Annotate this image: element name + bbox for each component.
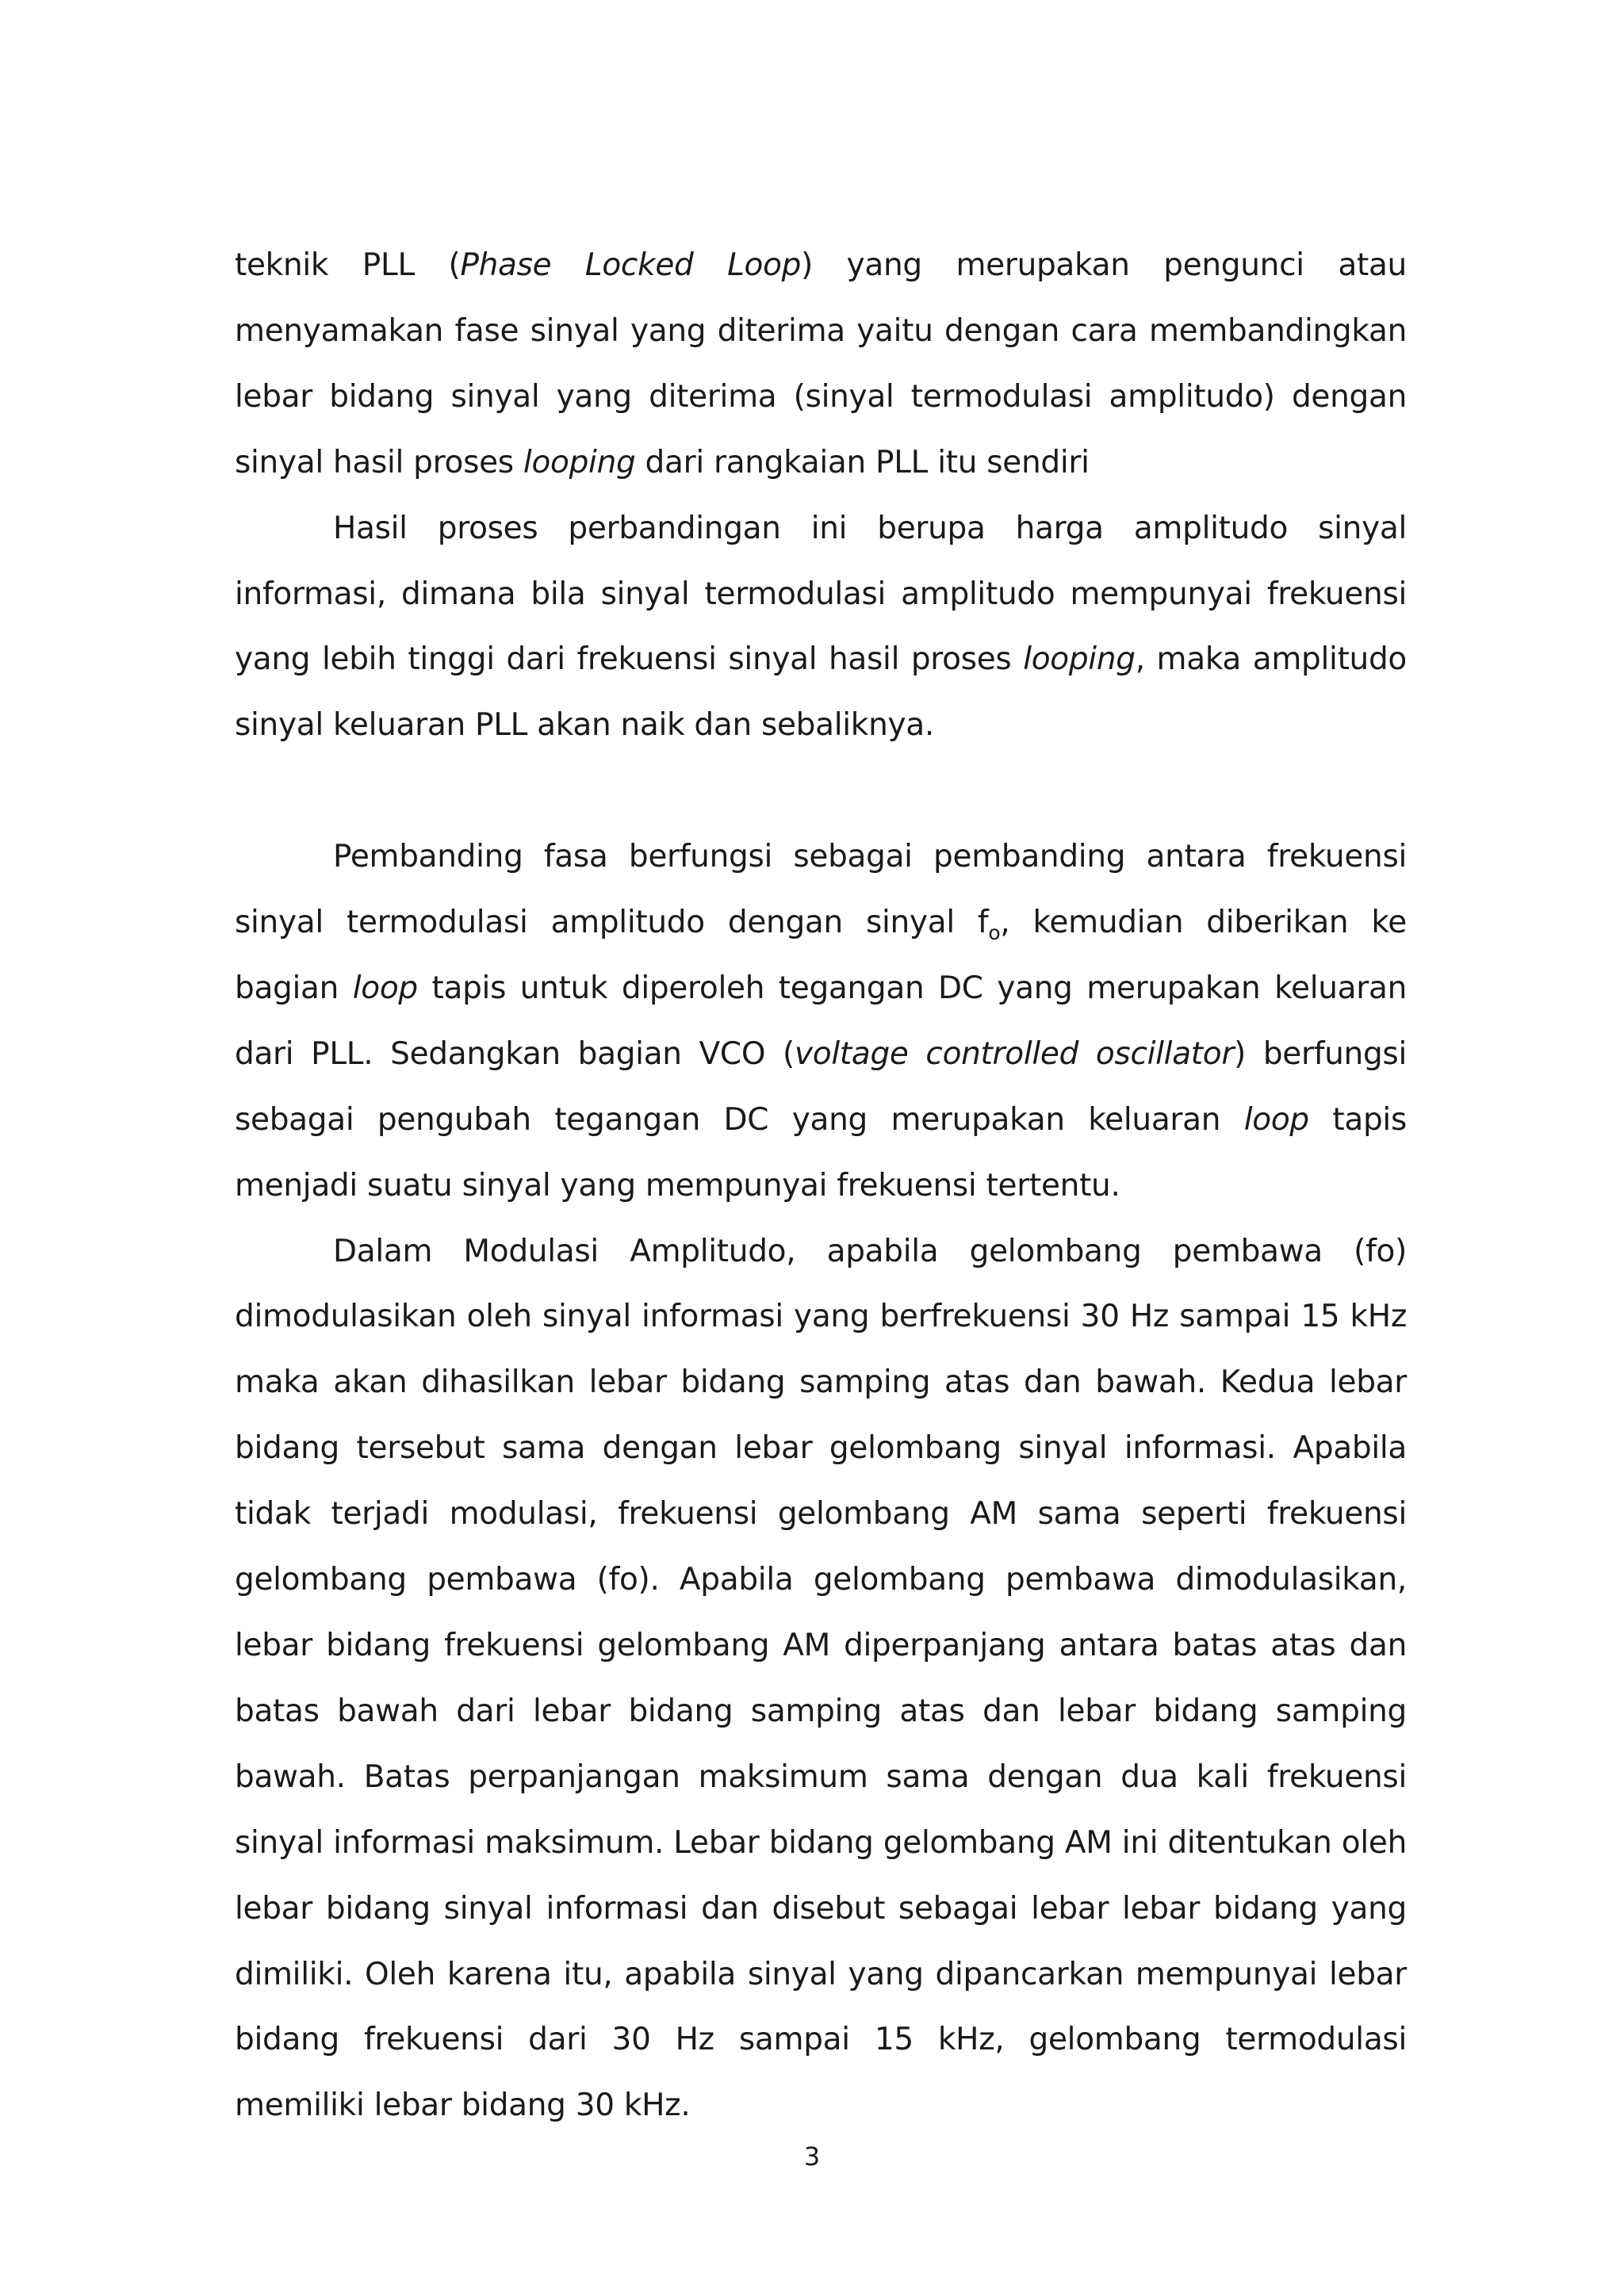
- text-segment: dari rangkaian PLL itu sendiri: [635, 444, 1090, 480]
- text-segment: ) berfungsi sebagai pengubah tegangan DC yang merupakan keluaran: [235, 1035, 1407, 1138]
- paragraph-phase-comparator: [235, 825, 1407, 1219]
- subscript: o: [988, 920, 1001, 944]
- page-number: 3: [803, 2141, 821, 2172]
- italic-term: Phase Locked Loop: [460, 247, 802, 283]
- paragraph-comparison-result: [235, 496, 1407, 760]
- text-segment: teknik PLL (: [235, 247, 461, 283]
- italic-term: voltage controlled oscillator: [794, 1035, 1235, 1072]
- italic-term: loop: [352, 970, 418, 1006]
- text-segment: tapis untuk diperoleh tegangan DC yang merupakan keluaran dari PLL. Sedangkan bagian VCO (: [235, 970, 1407, 1072]
- paragraph-spacer: [235, 759, 1407, 825]
- text-segment: Dalam Modulasi Amplitudo, apabila gelombang pembawa (fo) dimodulasikan oleh sinyal informasi yang berfrekuensi 30 Hz sampai 15 kHz maka akan dihasilkan lebar bidang samping atas dan bawah. Kedua lebar bidang tersebut sama dengan lebar gelombang sinyal informasi. Apabila tidak terjadi modulasi, frekuensi gelombang AM sama seperti frekuensi gelombang pembawa (fo). Apabila gelombang pembawa dimodulasikan, lebar bidang frekuensi gelombang AM diperpanjang antara batas atas dan batas bawah dari lebar bidang samping atas dan lebar bidang samping bawah. Batas perpanjangan maksimum sama dengan dua kali frekuensi sinyal informasi maksimum. Lebar bidang gelombang AM ini ditentukan oleh lebar bidang sinyal informasi dan disebut sebagai lebar lebar bidang yang dimiliki. Oleh karena itu, apabila sinyal yang dipancarkan mempunyai lebar bidang frekuensi dari 30 Hz sampai 15 kHz, gelombang termodulasi memiliki lebar bidang 30 kHz.: [235, 1233, 1407, 2124]
- text-segment: , kemudian diberikan ke bagian: [235, 905, 1407, 1006]
- text-segment: , maka amplitudo sinyal keluaran PLL akan naik dan sebaliknya.: [235, 641, 1407, 744]
- text-segment: Hasil proses perbandingan ini berupa harga amplitudo sinyal informasi, dimana bila sinyal termodulasi amplitudo mempunyai frekuensi yang lebih tinggi dari frekuensi sinyal hasil proses: [235, 510, 1407, 678]
- italic-term: looping: [523, 444, 636, 480]
- italic-term: loop: [1243, 1101, 1309, 1138]
- text-segment: Pembanding fasa berfungsi sebagai pembanding antara frekuensi sinyal termodulasi amplitudo dengan sinyal f: [235, 839, 1407, 941]
- paragraph-pll-technique: [235, 233, 1407, 496]
- text-segment: tapis menjadi suatu sinyal yang mempunyai frekuensi tertentu.: [235, 1101, 1407, 1203]
- body-text: [235, 233, 1407, 2139]
- text-segment: ) yang merupakan pengunci atau menyamakan fase sinyal yang diterima yaitu dengan cara membandingkan lebar bidang sinyal yang diterima (sinyal termodulasi amplitudo) dengan sinyal hasil proses: [235, 247, 1407, 480]
- italic-term: looping: [1023, 641, 1136, 678]
- paragraph-amplitude-modulation: [235, 1219, 1407, 2140]
